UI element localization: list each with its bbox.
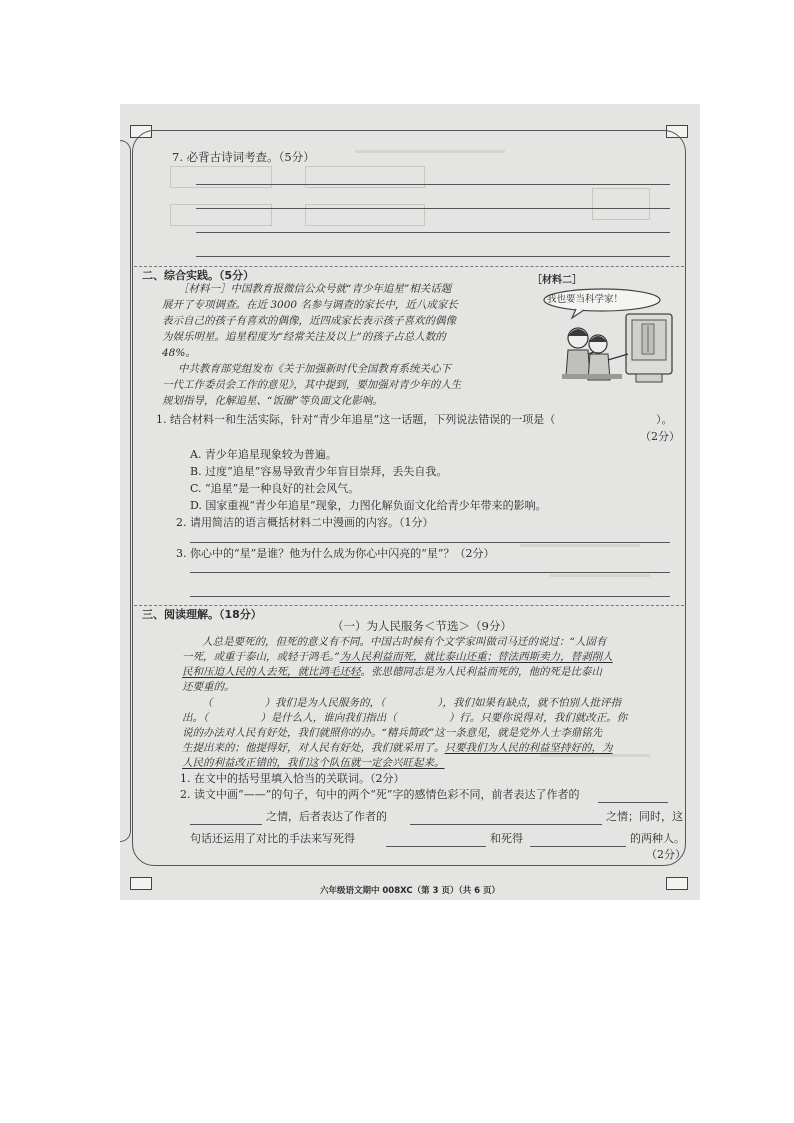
material1-line: 中共教育部党组发布《关于加强新时代全国教育系统关心下: [178, 363, 451, 375]
answer-blank[interactable]: [530, 846, 626, 847]
material1-line: ［材料一］中国教育报微信公众号就“青少年追星”相关话题: [178, 283, 452, 295]
passage-line: 出。（ ）是什么人，谁向我们指出（ ）行。只要你说得对，我们就改正。你: [182, 712, 628, 724]
q7-text: 7. 必背古诗词考查。（5分）: [172, 150, 315, 164]
passage-line: [182, 756, 445, 770]
s3-q2-line: 之情，后者表达了作者的: [266, 810, 387, 823]
answer-line[interactable]: [196, 232, 670, 233]
underlined-sentence: 民和压迫人民的人去死，就比鸿毛还轻: [182, 666, 361, 678]
underlined-sentence: 只要我们为人民的利益坚持好的，为: [444, 742, 613, 754]
s3-q2-line: 之情；同时，这: [606, 810, 683, 823]
s2-q1-option-b[interactable]: B. 过度“追星”容易导致青少年盲目崇拜，丢失自我。: [190, 465, 448, 478]
answer-line[interactable]: [196, 256, 670, 257]
s3-q1-text: 1. 在文中的括号里填入恰当的关联词。（2分）: [180, 772, 405, 785]
s2-q3-text: 3. 你心中的“星”是谁？他为什么成为你心中闪亮的“星”？（2分）: [176, 547, 495, 560]
section2-heading: 二、综合实践。（5分）: [142, 269, 255, 282]
show-through: [592, 188, 650, 220]
underlined-sentence: 为人民利益而死，就比泰山还重；替法西斯卖力，替剥削人: [339, 651, 613, 663]
s3-q2-line: 的两种人。: [630, 832, 685, 845]
s3-q2-line: 句话还运用了对比的手法来写死得: [190, 832, 355, 845]
material1-line: 48%。: [162, 347, 196, 359]
show-through: [355, 150, 505, 153]
answer-line[interactable]: [196, 208, 670, 209]
passage-line: 人总是要死的，但死的意义有不同。中国古时候有个文学家叫做司马迁的说过：“人固有: [202, 636, 607, 648]
page-footer: 六年级语文期中 008XC（第 3 页）（共 6 页）: [319, 886, 501, 896]
binding-bracket: [120, 140, 131, 842]
section3-heading: 三、阅读理解。（18分）: [142, 608, 262, 621]
cartoon-speech-bubble: 我也要当科学家！: [547, 294, 624, 305]
passage-line: 还要重的。: [182, 681, 235, 693]
material1-line: 为娱乐明星。追星程度为“经常关注及以上”的孩子占总人数的: [162, 331, 446, 343]
passage-line: 民和压迫人民的人去死，就比鸿毛还轻。张思德同志是为人民利益而死的，他的死是比泰山: [182, 666, 602, 678]
passage-line: 一死，或重于泰山，或轻于鸿毛。”为人民利益而死，就比泰山还重；替法西斯卖力，替剥削人: [182, 651, 613, 663]
passage-line: 说的办法对人民有好处，我们就照你的办。“精兵简政”这一条意见，就是党外人士李鼎铭先: [182, 727, 603, 739]
underlined-sentence: 人民的利益改正错的，我们这个队伍就一定会兴旺起来。: [182, 757, 445, 769]
show-through: [520, 544, 640, 547]
material1-line: 规划指导，化解追星、“饭圈”等负面文化影响。: [162, 395, 383, 407]
s3-q2-score: （2分）: [646, 848, 686, 861]
s2-q1-option-a[interactable]: A. 青少年追星现象较为普遍。: [190, 448, 337, 461]
passage-line: （ ）我们是为人民服务的，（ ），我们如果有缺点，就不怕别人批评指: [202, 697, 621, 709]
section-divider: [134, 266, 684, 267]
s3-q2-line: 和死得: [490, 832, 523, 845]
answer-blank[interactable]: [386, 846, 486, 847]
passage-line: 生提出来的；他提得好，对人民有好处，我们就采用了。只要我们为人民的利益坚持好的，为: [182, 742, 613, 754]
material1-line: 展开了专项调查。在近 3000 名参与调查的家长中，近八成家长: [162, 299, 458, 311]
material1-line: 表示自己的孩子有喜欢的偶像，近四成家长表示孩子喜欢的偶像: [162, 315, 456, 327]
section-divider: [134, 605, 684, 606]
s3-q2-line: 2. 读文中画“——”的句子，句中的两个“死”字的感情色彩不同，前者表达了作者的: [180, 788, 580, 801]
passage-title: （一）为人民服务＜节选＞（9分）: [332, 619, 512, 633]
answer-blank[interactable]: [190, 824, 262, 825]
answer-line[interactable]: [190, 596, 670, 597]
s2-q1-stem-close: ）。: [656, 413, 673, 426]
s2-q2-text: 2. 请用简洁的语言概括材料二中漫画的内容。（1分）: [176, 516, 434, 529]
s2-q1-score: （2分）: [640, 430, 680, 443]
answer-blank[interactable]: [598, 802, 668, 803]
answer-line[interactable]: [190, 572, 670, 573]
s2-q1-stem: 1. 结合材料一和生活实际，针对“青少年追星”这一话题，下列说法错误的一项是（: [156, 413, 556, 426]
answer-blank[interactable]: [410, 824, 602, 825]
answer-line[interactable]: [196, 184, 670, 185]
show-through: [550, 574, 650, 577]
material1-line: 一代工作委员会工作的意见》，其中提到，要加强对青少年的人生: [162, 379, 462, 391]
s2-q1-option-c[interactable]: C. “追星”是一种良好的社会风气。: [190, 482, 360, 495]
s2-q1-option-d[interactable]: D. 国家重视“青少年追星”现象，力图化解负面文化给青少年带来的影响。: [190, 499, 547, 512]
material2-label: ［材料二］: [532, 275, 582, 286]
exam-page: [120, 104, 700, 900]
answer-line[interactable]: [190, 542, 670, 543]
